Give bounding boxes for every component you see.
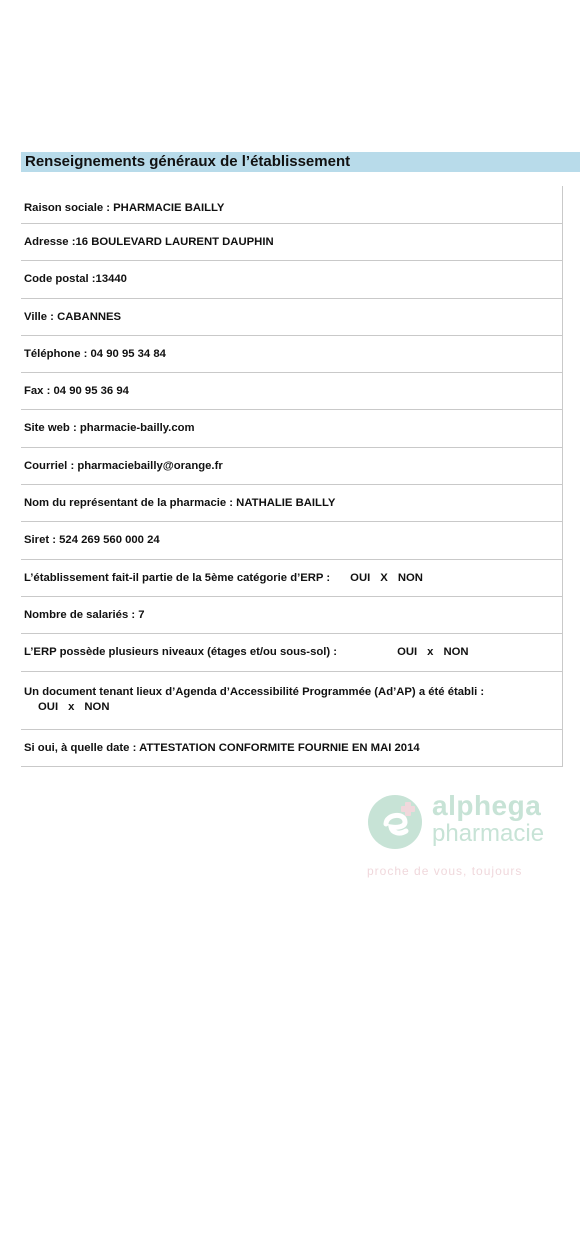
row-adap	[21, 672, 562, 730]
row-text: Nombre de salariés : 7	[24, 608, 145, 621]
row-courriel	[21, 448, 562, 485]
levels-yes: OUI	[397, 646, 418, 659]
info-table	[21, 186, 563, 767]
levels-question: L’ERP possède plusieurs niveaux (étages et/ou sous-sol) :	[24, 646, 338, 659]
row-text: Site web : pharmacie-bailly.com	[24, 422, 195, 435]
levels-no: NON	[443, 646, 469, 659]
section-header	[21, 152, 580, 172]
row-text: Fax : 04 90 95 36 94	[24, 385, 129, 398]
adap-mark: x	[68, 700, 75, 713]
adap-no: NON	[84, 700, 110, 713]
brand-tagline: proche de vous, toujours	[367, 864, 523, 878]
alphega-logo	[365, 790, 555, 885]
row-text: Adresse :16 BOULEVARD LAURENT DAUPHIN	[24, 236, 274, 248]
row-date	[21, 730, 562, 767]
row-employees	[21, 597, 562, 634]
adap-yes: OUI	[38, 700, 59, 713]
erp-category-question: L’établissement fait-il partie de la 5ème catégorie d’ERP :	[24, 571, 331, 584]
section-title: Renseignements généraux de l’établissement	[25, 153, 351, 170]
row-erp-category	[21, 560, 562, 597]
row-code-postal	[21, 261, 562, 298]
row-text: Siret : 524 269 560 000 24	[24, 534, 160, 547]
row-telephone	[21, 336, 562, 373]
row-site-web	[21, 410, 562, 447]
row-text: Courriel : pharmaciebailly@orange.fr	[24, 459, 223, 472]
levels-mark: x	[427, 646, 434, 659]
erp-category-no: NON	[397, 571, 423, 584]
alphega-logo-icon	[367, 794, 423, 850]
row-text: Téléphone : 04 90 95 34 84	[24, 347, 166, 360]
erp-category-mark: X	[380, 571, 388, 584]
row-text: Si oui, à quelle date : ATTESTATION CONFORMITE FOURNIE EN MAI 2014	[24, 741, 420, 754]
row-text: Raison sociale : PHARMACIE BAILLY	[24, 202, 225, 214]
adap-question: Un document tenant lieux d’Agenda d’Accessibilité Programmée (Ad’AP) a été établi :	[24, 685, 485, 698]
row-adresse	[21, 224, 562, 261]
erp-category-yes: OUI	[350, 571, 371, 584]
row-raison-sociale	[21, 186, 562, 224]
row-siret	[21, 522, 562, 559]
row-ville	[21, 299, 562, 336]
brand-name-line2: pharmacie	[432, 820, 545, 847]
row-text: Ville : CABANNES	[24, 310, 122, 323]
row-levels	[21, 634, 562, 671]
brand-name-line1: alphega	[432, 790, 542, 821]
row-text: Code postal :13440	[24, 273, 127, 286]
row-representant	[21, 485, 562, 522]
row-text: Nom du représentant de la pharmacie : NATHALIE BAILLY	[24, 497, 336, 510]
row-fax	[21, 373, 562, 410]
